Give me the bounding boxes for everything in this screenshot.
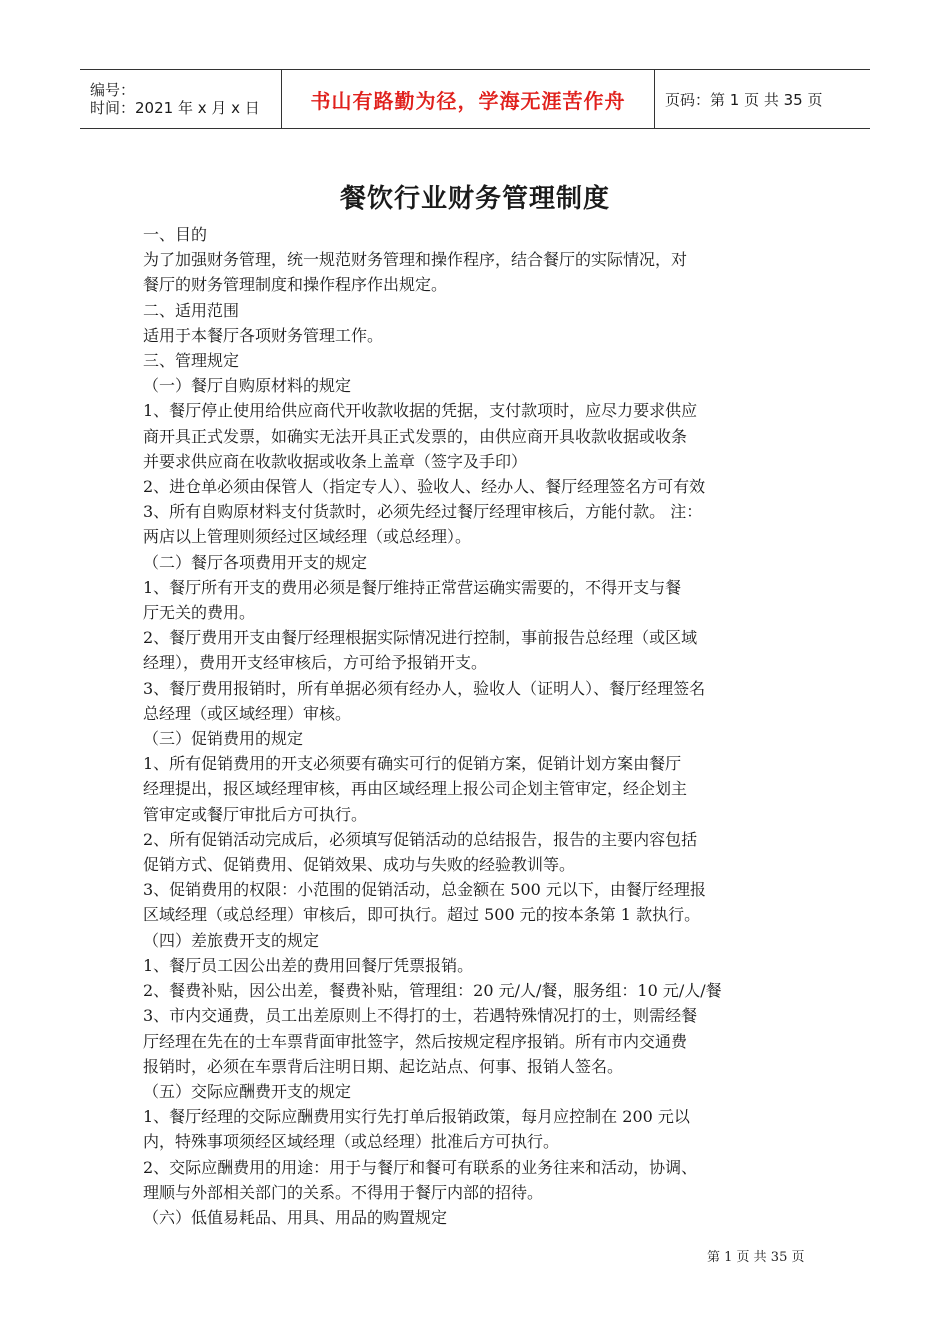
document-number-label: 编号：	[90, 81, 136, 99]
body-line: 二、适用范围	[143, 300, 240, 320]
body-line: 经理），费用开支经审核后，方可给予报销开支。	[143, 653, 488, 673]
body-line: 2、所有促销活动完成后，必须填写促销活动的总结报告，报告的主要内容包括	[143, 829, 698, 849]
header-motto: 书山有路勤为径，学海无涯苦作舟	[310, 88, 626, 113]
body-line: 为了加强财务管理，统一规范财务管理和操作程序，结合餐厅的实际情况，对	[143, 250, 688, 270]
body-line: （四）差旅费开支的规定	[143, 930, 320, 950]
body-line: 2、进仓单必须由保管人（指定专人）、验收人、经办人、餐厅经理签名方可有效	[143, 477, 706, 497]
body-line: 1、餐厅停止使用给供应商代开收款收据的凭据，支付款项时，应尽力要求供应	[143, 401, 698, 421]
body-line: 1、餐厅员工因公出差的费用回餐厅凭票报销。	[143, 955, 474, 975]
body-line: 管审定或餐厅审批后方可执行。	[143, 804, 368, 824]
body-line: 厅无关的费用。	[143, 603, 256, 623]
body-line: 1、餐厅所有开支的费用必须是餐厅维持正常营运确实需要的，不得开支与餐	[143, 577, 682, 597]
body-line: 3、市内交通费，员工出差原则上不得打的士，若遇特殊情况打的士，则需经餐	[143, 1006, 698, 1026]
page-header	[80, 69, 870, 129]
body-line: 适用于本餐厅各项财务管理工作。	[143, 325, 384, 345]
body-line: 内，特殊事项须经区域经理（或总经理）批准后方可执行。	[143, 1132, 560, 1152]
header-meta	[80, 70, 282, 128]
body-line: 三、管理规定	[143, 351, 240, 371]
body-line: （二）餐厅各项费用开支的规定	[143, 552, 368, 572]
header-page-cell	[655, 70, 870, 128]
body-line: 1、餐厅经理的交际应酬费用实行先打单后报销政策，每月应控制在 200 元以	[143, 1107, 690, 1127]
header-page-number: 页码：第 1 页 共 35 页	[665, 90, 823, 109]
document-time-label: 时间：2021 年 x 月 x 日	[90, 99, 260, 117]
body-line: 1、所有促销费用的开支必须要有确实可行的促销方案，促销计划方案由餐厅	[143, 754, 682, 774]
body-line: 经理提出，报区域经理审核，再由区域经理上报公司企划主管审定，经企划主	[143, 779, 688, 799]
body-line: 商开具正式发票，如确实无法开具正式发票的，由供应商开具收款收据或收条	[143, 426, 688, 446]
body-line: （六）低值易耗品、用具、用品的购置规定	[143, 1207, 448, 1227]
body-line: 一、目的	[143, 225, 208, 244]
body-line: 2、交际应酬费用的用途：用于与餐厅和餐可有联系的业务往来和活动，协调、	[143, 1157, 698, 1177]
body-line: 并要求供应商在收款收据或收条上盖章（签字及手印）	[143, 451, 528, 471]
page-footer: 第 1 页 共 35 页	[707, 1250, 805, 1265]
body-line: 2、餐费补贴，因公出差，餐费补贴，管理组：20 元/人/餐，服务组：10 元/人/餐	[143, 981, 722, 1001]
body-line: （三）促销费用的规定	[143, 729, 304, 749]
body-line: 两店以上管理则须经过区域经理（或总经理）。	[143, 527, 472, 547]
document-title: 餐饮行业财务管理制度	[339, 184, 610, 214]
body-line: 促销方式、促销费用、促销效果、成功与失败的经验教训等。	[143, 855, 576, 875]
body-line: 厅经理在先在的士车票背面审批签字，然后按规定程序报销。所有市内交通费	[143, 1031, 688, 1051]
body-line: （五）交际应酬费开支的规定	[143, 1081, 352, 1101]
header-motto-cell	[282, 70, 655, 128]
body-line: 2、餐厅费用开支由餐厅经理根据实际情况进行控制，事前报告总经理（或区域	[143, 628, 698, 648]
body-line: 3、促销费用的权限：小范围的促销活动，总金额在 500 元以下，由餐厅经理报	[143, 880, 706, 900]
body-line: 餐厅的财务管理制度和操作程序作出规定。	[143, 275, 448, 295]
body-line: 3、餐厅费用报销时，所有单据必须有经办人，验收人（证明人）、餐厅经理签名	[143, 678, 706, 698]
body-line: 理顺与外部相关部门的关系。不得用于餐厅内部的招待。	[143, 1182, 544, 1202]
document-body	[143, 222, 791, 1230]
body-line: 总经理（或区域经理）审核。	[143, 703, 352, 723]
body-line: 区域经理（或总经理）审核后，即可执行。超过 500 元的按本条第 1 款执行。	[143, 905, 701, 925]
body-line: 3、所有自购原材料支付货款时，必须先经过餐厅经理审核后，方能付款。 注：	[143, 502, 703, 522]
body-line: （一）餐厅自购原材料的规定	[143, 376, 352, 396]
body-line: 报销时，必须在车票背后注明日期、起讫站点、何事、报销人签名。	[143, 1056, 624, 1076]
